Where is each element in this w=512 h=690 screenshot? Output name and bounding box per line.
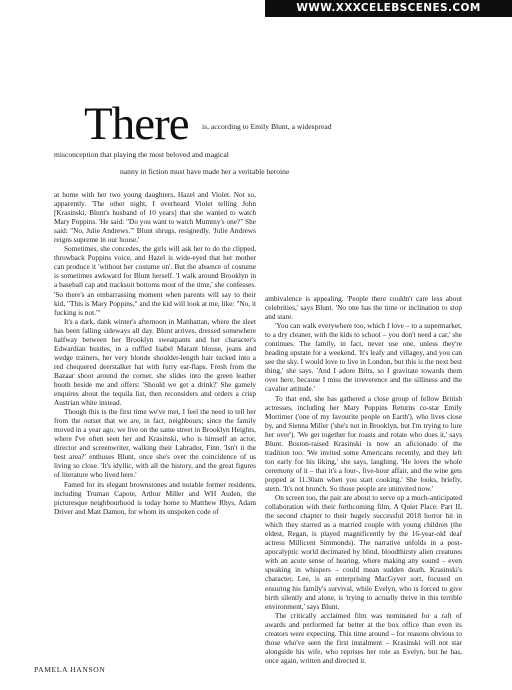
standfirst-line-3: nanny in fiction must have made her a veritable heroine — [120, 167, 290, 176]
paragraph: To that end, she has gathered a close group of fellow British actresses, including her Mary Poppins Returns co-star Emily Mortimer ('one of my favourite people on Earth'), who lives close by, and Sienna Miller ('she's not in Brooklyn, but I'm trying to lure her over'). 'We get together for roasts and rotate who does it,' says Blunt. Boston-raised Krasinski is now an aficionado of the tradition too. 'We invited some Americans recently, and they left too early for his liking,' she says, laughing. 'He loves the whole ceremony of it – that it's a four-, five-hour affair, and the wine gets popped at 11.30am when you start cooking.' She looks, briefly, stern. 'It's not brunch. So those people are uninvited now.' — [265, 393, 462, 493]
paragraph: Famed for its elegant brownstones and notable former residents, including Truman Capote, Arthur Miller and WH Auden, the picturesque neighbourhood is today home to Matthew Rhys, Adam Driver and Matt Damon, for whom its unspoken code of — [54, 479, 256, 516]
photo-credit: PAMELA HANSON — [34, 665, 106, 674]
body-column-left — [54, 190, 256, 516]
dropcap-word: There — [84, 98, 189, 150]
body-column-right — [265, 294, 462, 665]
paragraph: ambivalence is appealing. 'People there couldn't care less about celebrities,' says Blunt. 'No one has the time or inclination to stop and stare. — [265, 294, 462, 322]
paragraph: The critically acclaimed film was nominated for a raft of awards and performed far better at the box office than even its creators were expecting. This time around – for reasons obvious to those who've seen the first instalment – Krasinski will not star alongside his wife, who reprises her role as Evelyn, but he has, once again, written and directed it. — [265, 610, 462, 665]
paragraph: Though this is the first time we've met, I feel the need to tell her from the outset that we are, in fact, neighbours; since the family moved in a year ago, we live on the same street in Brooklyn Heights, where I've often seen her and Krasinski, who is himself an actor, director and screenwriter, walking their Labrador, Finn. 'Isn't it the best area?' enthuses Blunt, once she's over the coincidence of us living so close. 'It's idyllic, with all the history, and the great figures of literature who lived here.' — [54, 407, 256, 480]
standfirst-line-1: is, according to Emily Blunt, a widespread — [202, 122, 332, 131]
watermark-banner: WWW.XXXCELEBSCENES.COM — [265, 0, 512, 17]
paragraph: at home with her two young daughters, Hazel and Violet. Not so, apparently. 'The other night, I overheard Violet telling John [Krasinski, Blunt's husband of 10 years] that she wanted to watch Mary Poppins. 'He said: "Do you want to watch Mummy's one?" She said: "No, Julie Andrews."' Blunt shrugs, resignedly. 'Julie Andrews reigns supreme in our house.' — [54, 190, 256, 245]
paragraph: It's a dark, dank winter's afternoon in Manhattan, where the sleet has been falling sideways all day. Blunt arrives, dressed somewhere halfway between her Brooklyn sweatpants and her character's Edwardian bustles, in a ruffled Isabel Marant blouse, jeans and wedge trainers, her very blonde shoulder-length hair tucked into a red chequered deerstalker hat with furry ear-flaps. Fresh from the Bazaar shoot around the corner, she slides into the green leather booth beside me and offers: 'Should we get a drink?' She gamely enquires about the tequila list, then reconsiders and orders a crisp Austrian white instead. — [54, 316, 256, 408]
paragraph: Sometimes, she concedes, the girls will ask her to do the clipped, throwback Poppins voice, and Hazel is wide-eyed that her mother can produce it 'without her costume on'. But the absence of costume is sometimes awkward for Blunt herself. 'I walk around Brooklyn in a baseball cap and tracksuit bottoms most of the time,' she confesses. 'So there's an embarrassing moment when parents will say to their kid, "This is Mary Poppins," and the kid will look at me, like: "No, it fucking is not."' — [54, 244, 256, 317]
paragraph: 'You can walk everywhere too, which I love – to a supermarket, to a dry cleaner, with the kids to school – you don't need a car,' she continues. The family, in fact, never use one, unless they're heading upstate for a weekend. 'It's leafy and villagey, and you can see the sky. I would love to live in London, but this is the next best thing,' she says. 'And I adore Brits, so I gravitate towards them over here, because I miss the irreverence and the silliness and the cavalier attitude.' — [265, 321, 462, 394]
paragraph: On screen too, the pair are about to serve up a much-anticipated collaboration with their forthcoming film, A Quiet Place: Part II, the second chapter to their hugely successful 2018 horror hit in which they starred as a married couple with young children (the eldest, Regan, is played magnificently by the 16-year-old deaf actress Millicent Simmonds). The narrative unfolds in a post-apocalyptic world decimated by blind, bloodthirsty alien creatures with an acute sense of hearing, where making any sound – even speaking in whispers – could mean sudden death. Krasinski's character, Lee, is an enterprising MacGyver sort, focused on ensuring his family's survival, while Evelyn, who is forced to give birth silently and alone, is 'trying to actually thrive in this terrible environment,' says Blunt. — [265, 493, 462, 611]
standfirst-line-2: misconception that playing the most beloved and magical — [54, 150, 229, 159]
